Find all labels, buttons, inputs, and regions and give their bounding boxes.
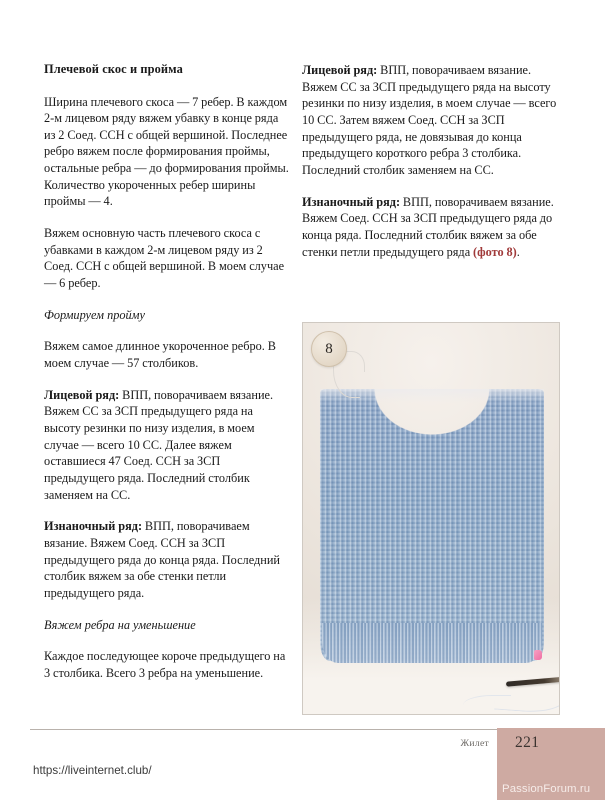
label-front-row-right: Лицевой ряд: xyxy=(302,63,378,77)
paragraph-back-row-left xyxy=(44,518,292,601)
photo-vest-ribbed-hem xyxy=(322,623,542,663)
label-back-row: Изнаночный ряд: xyxy=(44,519,143,534)
paragraph-decrease-rule: Каждое последующее короче предыдущего на 3 столбика. Всего 3 ребра на уменьшение. xyxy=(44,649,286,680)
brand-watermark: PassionForum.ru xyxy=(502,783,591,795)
source-url-watermark: https://liveinternet.club/ xyxy=(33,764,152,777)
paragraph-front-row-left xyxy=(44,387,292,504)
right-text-column xyxy=(302,62,560,275)
paragraph-shoulder-slope-width: Ширина плечевого скоса — 7 ребер. В каждом 2-м лицевом ряду вяжем убавку в конце ряда из 2 Соед. ССН с общей вершиной. Последнее ребро вяжем после формирования проймы, остальные ребра — до формирования проймы. Количество укороченных ребер ширины проймы — 4. xyxy=(44,94,289,209)
page-number-block xyxy=(497,728,605,800)
label-front-row: Лицевой ряд: xyxy=(44,387,120,402)
photo-yarn-strand-secondary xyxy=(463,695,511,712)
running-head-label: Жилет xyxy=(460,738,489,749)
photo-figure-8 xyxy=(302,322,560,715)
paragraph-back-row-right xyxy=(302,194,560,261)
subheading-decreasing-ribs: Вяжем ребра на уменьшение xyxy=(44,617,196,632)
photo-reference-link[interactable]: (фото 8) xyxy=(473,244,517,259)
text-back-row-right-tail: . xyxy=(516,244,520,259)
paragraph-front-row-right xyxy=(302,62,560,179)
page-number: 221 xyxy=(515,734,540,751)
page-section-title: Плечевой скос и пройма xyxy=(44,62,183,76)
paragraph-longest-short-rib: Вяжем самое длинное укороченное ребро. В моем случае — 57 столбиков. xyxy=(44,339,276,370)
text-back-row: ВПП, поворачиваем вязание. Вяжем Соед. ССН за ЗСП предыдущего ряда до конца ряда. Последний столбик вяжем за обе стенки петли предыдущего ряда. xyxy=(44,519,280,600)
text-front-row-right: ВПП, поворачиваем вязание. Вяжем СС за ЗСП предыдущего ряда на высоту резинки по низу изделия, в моем случае — всего 10 СС. Затем вяжем Соед. ССН за ЗСП предыдущего ряда, не довязывая до конца предыдущего короткого ребра 3 столбика. Последний столбик заменяем на СС. xyxy=(302,63,557,177)
photo-number-badge: 8 xyxy=(311,331,347,367)
left-text-column xyxy=(44,62,292,696)
text-front-row: ВПП, поворачиваем вязание. Вяжем СС за ЗСП предыдущего ряда на высоту резинки по низу изделия, в моем случае — всего 10 СС. Далее вяжем оставшиеся 47 Соед. ССН за ЗСП предыдущего ряда. Последний столбик заменяем на СС. xyxy=(44,387,274,502)
text-back-row-right: ВПП, поворачиваем вязание. Вяжем Соед. ССН за ЗСП предыдущего ряда до конца ряда. Последний столбик вяжем за обе стенки петли предыдущего ряда xyxy=(302,194,554,259)
photo-knitted-vest-piece xyxy=(320,389,544,661)
label-back-row-right: Изнаночный ряд: xyxy=(302,194,401,209)
paragraph-main-shoulder-part: Вяжем основную часть плечевого скоса с убавками в каждом 2-м лицевом ряду из 2 Соед. ССН с общей вершиной. В моем случае — 6 ребер. xyxy=(44,226,285,291)
photo-stitch-marker xyxy=(534,650,542,660)
footer-divider xyxy=(30,729,498,730)
subheading-forming-armhole: Формируем пройму xyxy=(44,307,145,322)
